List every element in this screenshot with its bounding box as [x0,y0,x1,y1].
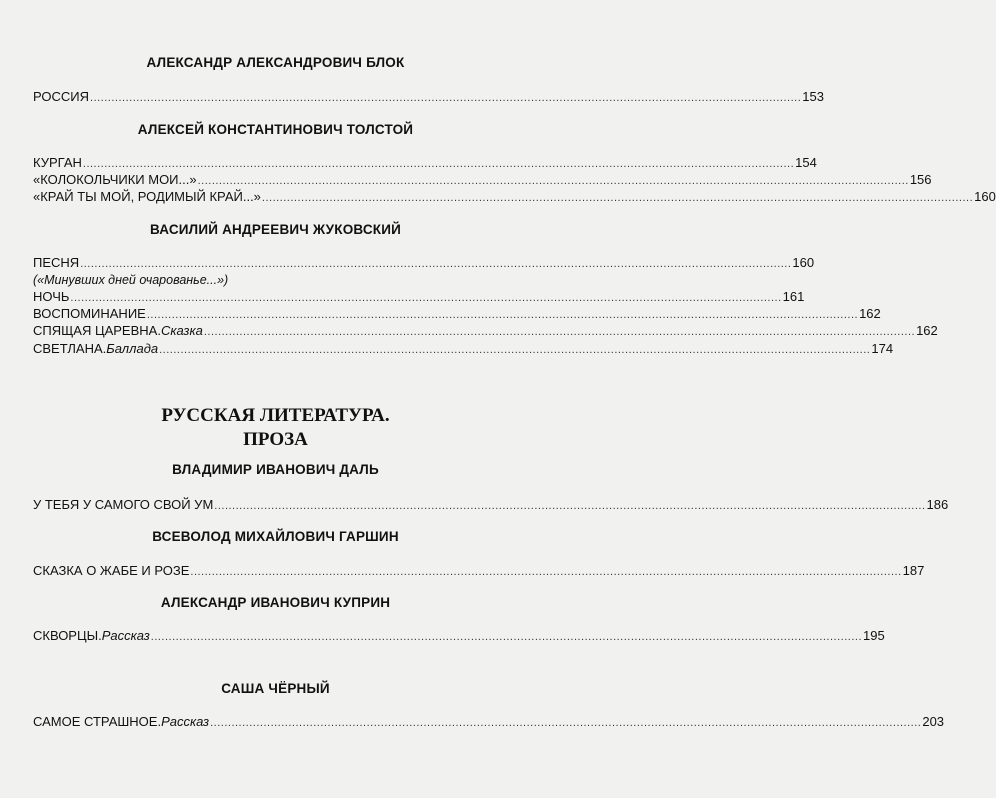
entry-title: СКАЗКА О ЖАБЕ И РОЗЕ [33,563,190,578]
dot-leader: ........................................................................................................................................................................................................ [203,326,916,338]
toc-entry [33,172,932,190]
author-heading: ВАСИЛИЙ АНДРЕЕВИЧ ЖУКОВСКИЙ [149,222,402,237]
author-heading: АЛЕКСАНДР ИВАНОВИЧ КУПРИН [160,595,391,610]
entry-title: ВОСПОМИНАНИЕ [33,306,146,321]
author-heading: САША ЧЁРНЫЙ [221,681,330,696]
toc-entry [33,628,885,646]
dot-leader: ........................................................................................................................................................................................................ [197,175,909,187]
dot-leader: ........................................................................................................................................................................................................ [90,92,802,104]
entry-subtitle: Рассказ [161,714,210,729]
entry-page: 174 [871,341,894,356]
entry-title: САМОЕ СТРАШНОЕ. [33,714,162,729]
toc-entry [33,714,945,732]
section-heading-line: РУССКАЯ ЛИТЕРАТУРА. [161,405,390,426]
toc-entry [33,289,805,307]
entry-page: 162 [916,323,938,338]
entry-title: СПЯЩАЯ ЦАРЕВНА. [33,323,161,338]
toc-entry [33,189,996,207]
toc-entry [33,563,925,581]
entry-title: РОССИЯ [33,89,90,104]
dot-leader: ........................................................................................................................................................................................................ [150,631,862,643]
entry-page: 154 [795,155,817,170]
dot-leader: ........................................................................................................................................................................................................ [80,258,792,270]
entry-title: КУРГАН [33,155,82,170]
author-heading: ВЛАДИМИР ИВАНОВИЧ ДАЛЬ [172,462,379,477]
dot-leader: ........................................................................................................................................................................................................ [70,292,782,304]
toc-entry [33,497,949,515]
entry-page: 156 [909,172,932,187]
entry-subtitle: Рассказ [101,628,150,643]
entry-page: 186 [926,497,949,512]
entry-subtitle: Сказка [160,323,203,338]
entry-page: 153 [802,89,824,104]
dot-leader: ........................................................................................................................................................................................................ [159,344,871,356]
entry-title: СВЕТЛАНА. [33,341,107,356]
toc-entry [33,323,938,341]
entry-page: 162 [859,306,881,321]
dot-leader: ........................................................................................................................................................................................................ [82,158,795,170]
entry-page: 195 [863,628,885,643]
entry-title: НОЧЬ [33,289,70,304]
entry-page: 161 [782,289,805,304]
dot-leader: ........................................................................................................................................................................................................ [146,309,859,321]
toc-entry [33,341,894,359]
entry-page: 203 [922,714,945,729]
entry-page: 160 [974,189,996,204]
author-heading: АЛЕКСЕЙ КОНСТАНТИНОВИЧ ТОЛСТОЙ [137,122,414,137]
entry-title: «КРАЙ ТЫ МОЙ, РОДИМЫЙ КРАЙ...» [33,189,261,204]
toc-entry [33,155,817,173]
entry-title: СКВОРЦЫ. [33,628,102,643]
dot-leader: ........................................................................................................................................................................................................ [261,192,974,204]
entry-page: 160 [792,255,815,270]
entry-page: 187 [902,563,925,578]
entry-title: «КОЛОКОЛЬЧИКИ МОИ...» [33,172,197,187]
dot-leader: ........................................................................................................................................................................................................ [190,566,902,578]
dot-leader: ........................................................................................................................................................................................................ [214,500,926,512]
entry-note: («Минувших дней очарованье...») [33,273,229,287]
section-heading-line: ПРОЗА [243,429,308,450]
dot-leader: ........................................................................................................................................................................................................ [210,717,922,729]
toc-entry [33,89,824,107]
entry-subtitle: Баллада [106,341,159,356]
entry-title: У ТЕБЯ У САМОГО СВОЙ УМ [33,497,214,512]
entry-title: ПЕСНЯ [33,255,80,270]
author-heading: АЛЕКСАНДР АЛЕКСАНДРОВИЧ БЛОК [146,55,405,70]
toc-entry [33,255,815,273]
author-heading: ВСЕВОЛОД МИХАЙЛОВИЧ ГАРШИН [152,529,399,544]
toc-entry [33,306,881,324]
